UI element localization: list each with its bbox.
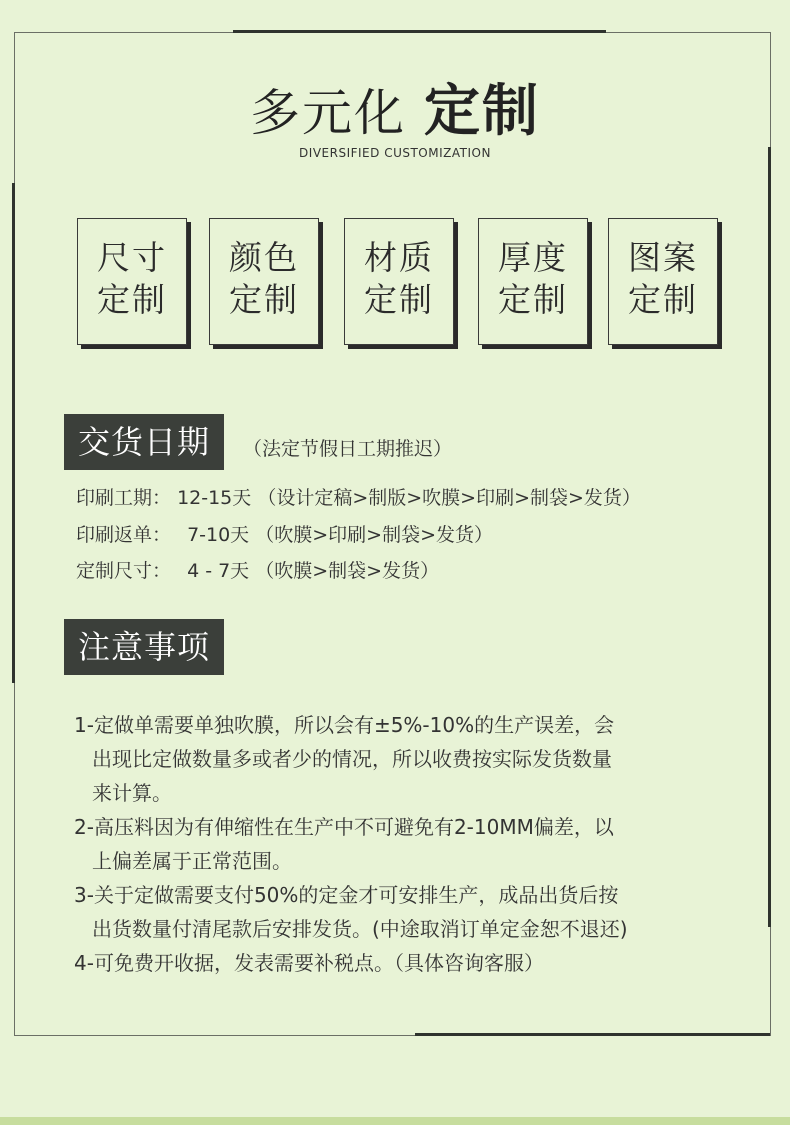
option-line1: 尺寸 <box>97 238 167 277</box>
delivery-process: （吹膜>印刷>制袋>发货） <box>255 524 493 546</box>
option-line1: 图案 <box>628 238 698 277</box>
delivery-note: （法定节假日工期推迟） <box>243 438 453 460</box>
option-line1: 厚度 <box>498 238 568 277</box>
option-size <box>77 218 187 345</box>
frame-accent-top <box>233 30 606 33</box>
delivery-heading: 交货日期 <box>64 414 224 470</box>
title-bold: 定制 <box>424 79 540 144</box>
option-material <box>344 218 454 345</box>
notice-line: 3-关于定做需要支付50%的定金才可安排生产，成品出货后按 <box>74 883 619 907</box>
frame-accent-bottom <box>415 1033 770 1036</box>
notice-line: 1-定做单需要单独吹膜，所以会有±5%-10%的生产误差，会 <box>74 713 615 737</box>
delivery-label: 定制尺寸： <box>76 560 172 582</box>
frame-accent-right <box>768 147 771 927</box>
option-line1: 材质 <box>364 238 434 277</box>
option-pattern <box>608 218 718 345</box>
title-light: 多元化 <box>250 84 406 142</box>
option-line2: 定制 <box>97 280 167 319</box>
delivery-days: 12-15天 <box>177 487 252 509</box>
page-title <box>0 79 790 144</box>
notice-line: 4-可免费开收据，发表需要补税点。（具体咨询客服） <box>74 951 544 975</box>
notice-list <box>74 708 734 980</box>
option-thickness <box>478 218 588 345</box>
notice-item <box>74 810 734 878</box>
delivery-days: 4 - 7天 <box>187 560 250 582</box>
delivery-label: 印刷工期： <box>76 487 172 509</box>
delivery-process: （设计定稿>制版>吹膜>印刷>制袋>发货） <box>257 487 641 509</box>
delivery-process: （吹膜>制袋>发货） <box>255 560 440 582</box>
notice-line: 出货数量付清尾款后安排发货。(中途取消订单定金恕不退还) <box>92 917 628 941</box>
delivery-row <box>76 556 439 583</box>
delivery-row <box>76 520 493 547</box>
delivery-days: 7-10天 <box>187 524 250 546</box>
bottom-strip <box>0 1117 790 1125</box>
option-line2: 定制 <box>364 280 434 319</box>
option-line1: 颜色 <box>229 238 299 277</box>
frame-accent-left <box>12 183 15 683</box>
notice-item <box>74 708 734 810</box>
notice-line: 上偏差属于正常范围。 <box>92 849 292 873</box>
delivery-label: 印刷返单： <box>76 524 172 546</box>
notice-line: 出现比定做数量多或者少的情况，所以收费按实际发货数量 <box>92 747 612 771</box>
notice-line: 来计算。 <box>92 781 172 805</box>
notice-item <box>74 946 734 980</box>
delivery-row <box>76 483 641 510</box>
option-line2: 定制 <box>498 280 568 319</box>
notice-heading: 注意事项 <box>64 619 224 675</box>
option-line2: 定制 <box>229 280 299 319</box>
notice-item <box>74 878 734 946</box>
option-color <box>209 218 319 345</box>
notice-line: 2-高压料因为有伸缩性在生产中不可避免有2-10MM偏差，以 <box>74 815 614 839</box>
option-line2: 定制 <box>628 280 698 319</box>
page-subtitle: DIVERSIFIED CUSTOMIZATION <box>299 146 491 160</box>
